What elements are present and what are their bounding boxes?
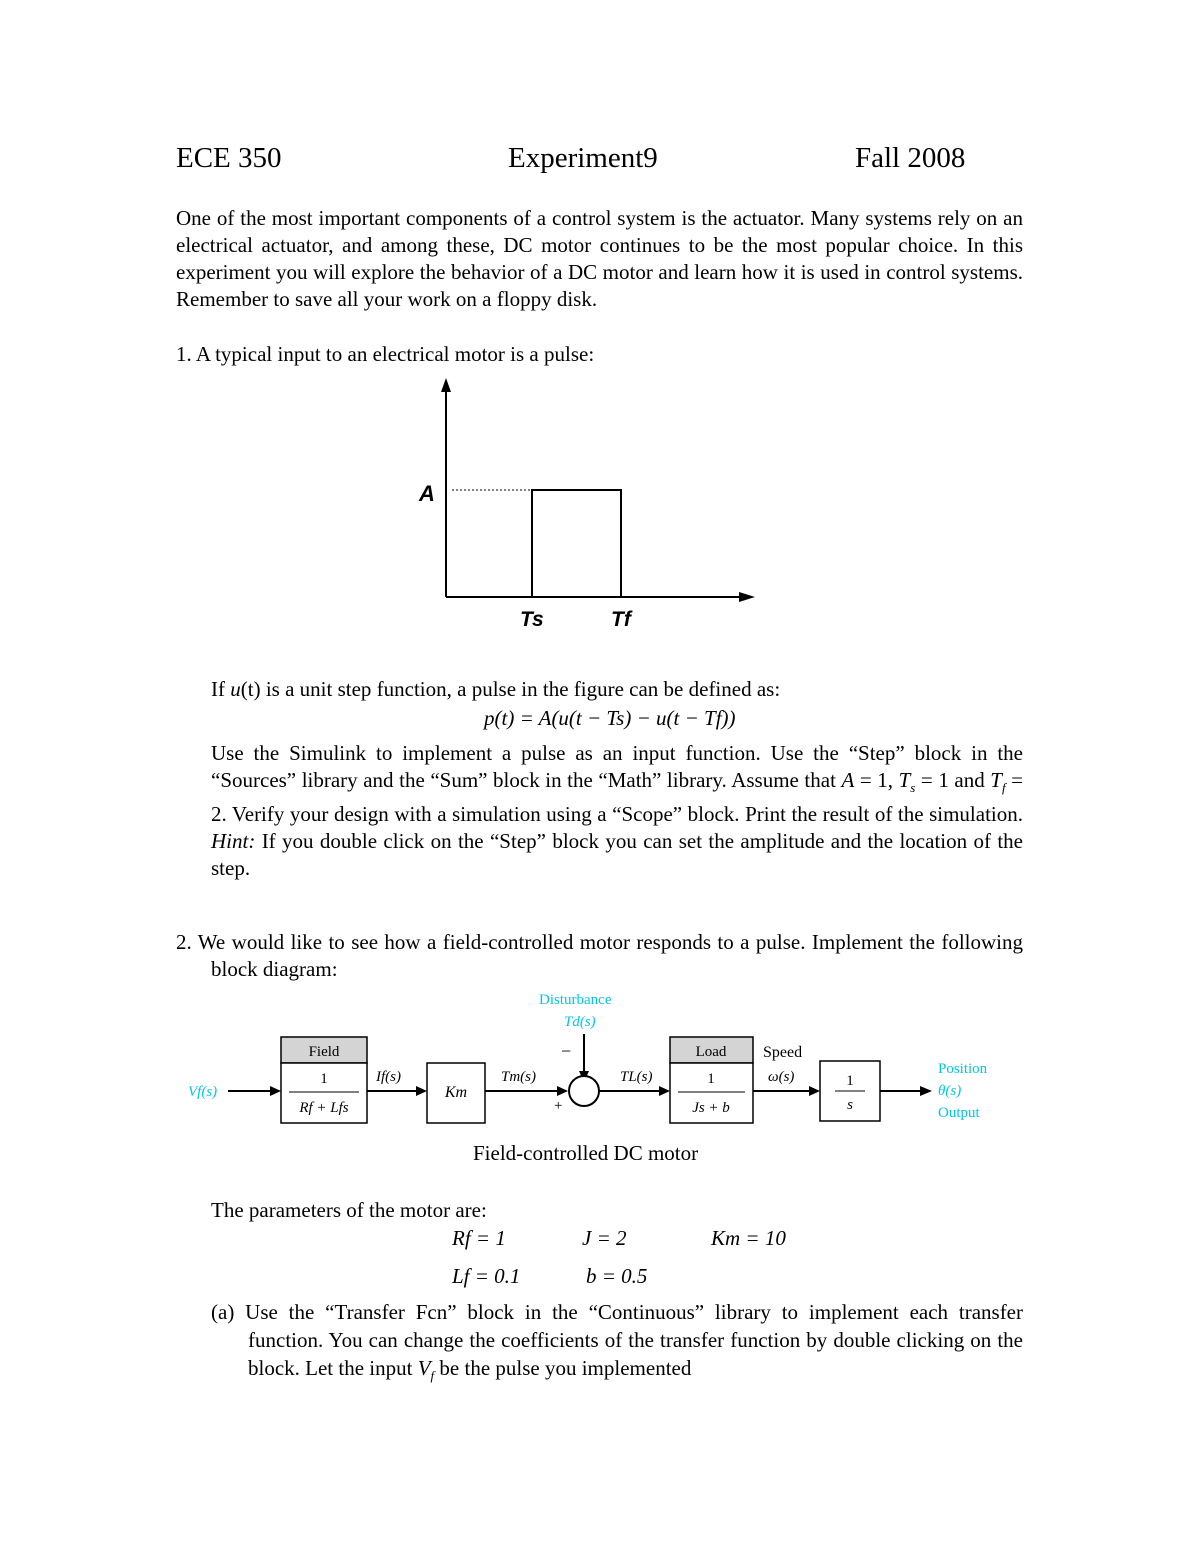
part-a-tail: be the pulse you implemented	[434, 1356, 692, 1380]
param-km: Km = 10	[711, 1226, 786, 1250]
instr-part-4: = 2. Verify your design with a simulation using a “Scope” block. Print the result of the simulation.	[211, 768, 1024, 827]
instr-a: A	[841, 768, 855, 792]
field-numerator: 1	[320, 1071, 328, 1087]
sum-junction	[569, 1076, 599, 1106]
km-label: Km	[444, 1084, 468, 1101]
load-denominator: Js + b	[692, 1100, 730, 1116]
x-axis-arrow-icon	[739, 592, 755, 602]
part-a-text: Use the “Transfer Fcn” block in the “Continuous” library to implement each transfer function. You can change the coefficients of the transfer function by double clicking on the block. Let the input	[245, 1300, 1023, 1380]
input-signal: Vf(s)	[188, 1084, 218, 1100]
param-lf: Lf = 0.1	[452, 1264, 521, 1288]
block-diagram	[180, 985, 1020, 1135]
part-a-vf-sub: f	[430, 1368, 435, 1384]
field-denominator: Rf + Lfs	[299, 1100, 349, 1116]
unit-step-definition	[211, 676, 1023, 703]
instr-ts-sub: s	[910, 780, 916, 796]
def-prefix: If	[211, 677, 231, 701]
tm-signal: Tm(s)	[501, 1069, 537, 1085]
tf-label: Tf	[611, 608, 631, 631]
if-signal: If(s)	[376, 1069, 401, 1085]
def-u: u	[230, 677, 241, 701]
part-a	[211, 1298, 1023, 1390]
question-2-lead: 2. We would like to see how a field-controlled motor responds to a pulse. Implement the following block diagram:	[176, 930, 1023, 981]
tl-signal: TL(s)	[620, 1069, 653, 1085]
def-text: (t) is a unit step function, a pulse in the figure can be defined as:	[240, 677, 781, 701]
pulse-figure	[400, 375, 780, 640]
course-code: ECE 350	[176, 142, 282, 174]
instr-tf-sub: f	[1001, 780, 1006, 796]
instr-part-1: Use the Simulink to implement a pulse as an input function. Use the “Step” block in the “Sources” library and the “Sum” block in the “Math” library. Assume that	[211, 741, 1023, 792]
position-signal: θ(s)	[938, 1083, 962, 1099]
integrator-denominator: s	[847, 1097, 853, 1113]
integrator-numerator: 1	[846, 1073, 854, 1089]
speed-label: Speed	[763, 1044, 803, 1061]
load-numerator: 1	[707, 1071, 715, 1087]
term: Fall 2008	[855, 142, 966, 174]
instr-part-2: = 1,	[854, 768, 899, 792]
pulse-shape	[532, 490, 621, 597]
diagram-caption: Field-controlled DC motor	[473, 1141, 699, 1165]
instr-ts: T	[898, 768, 911, 792]
part-a-label: (a)	[211, 1300, 235, 1324]
speed-signal: ω(s)	[768, 1069, 795, 1085]
output-label: Output	[938, 1105, 980, 1121]
position-label: Position	[938, 1061, 988, 1077]
instr-part-3: = 1 and	[915, 768, 991, 792]
disturbance-label: Disturbance	[539, 992, 612, 1008]
load-block	[670, 1037, 753, 1123]
pulse-formula: p(t) = A(u(t − Ts) − u(t − Tf))	[484, 706, 736, 730]
output-arrow-icon	[920, 1086, 932, 1096]
plus-sign: +	[554, 1098, 563, 1114]
question-1-lead: 1. A typical input to an electrical motor is a pulse:	[176, 342, 595, 366]
disturbance-signal: Td(s)	[564, 1014, 596, 1030]
param-b: b = 0.5	[586, 1264, 648, 1288]
question-1-instructions	[211, 740, 1023, 882]
experiment-title: Experiment9	[508, 142, 658, 174]
field-block	[281, 1037, 367, 1123]
load-title: Load	[695, 1044, 727, 1060]
param-j: J = 2	[582, 1226, 627, 1250]
instr-tf: T	[990, 768, 1002, 792]
minus-sign: −	[561, 1041, 572, 1061]
amplitude-label: A	[419, 481, 435, 506]
hint-label: Hint:	[211, 829, 256, 854]
intro-paragraph: One of the most important components of a control system is the actuator. Many systems rely on an electrical actuator, and among these, DC motor continues to be the most popular choice. In this experiment you will explore the behavior of a DC motor and learn how it is used in control systems. Remember to save all your work on a floppy disk.	[176, 206, 1023, 311]
params-lead: The parameters of the motor are:	[211, 1198, 487, 1222]
hint-text: If you double click on the “Step” block you can set the amplitude and the location of the step.	[211, 829, 1023, 881]
ts-label: Ts	[520, 608, 544, 631]
field-title: Field	[308, 1044, 340, 1060]
part-a-vf: V	[417, 1356, 431, 1380]
param-rf: Rf = 1	[452, 1226, 506, 1250]
